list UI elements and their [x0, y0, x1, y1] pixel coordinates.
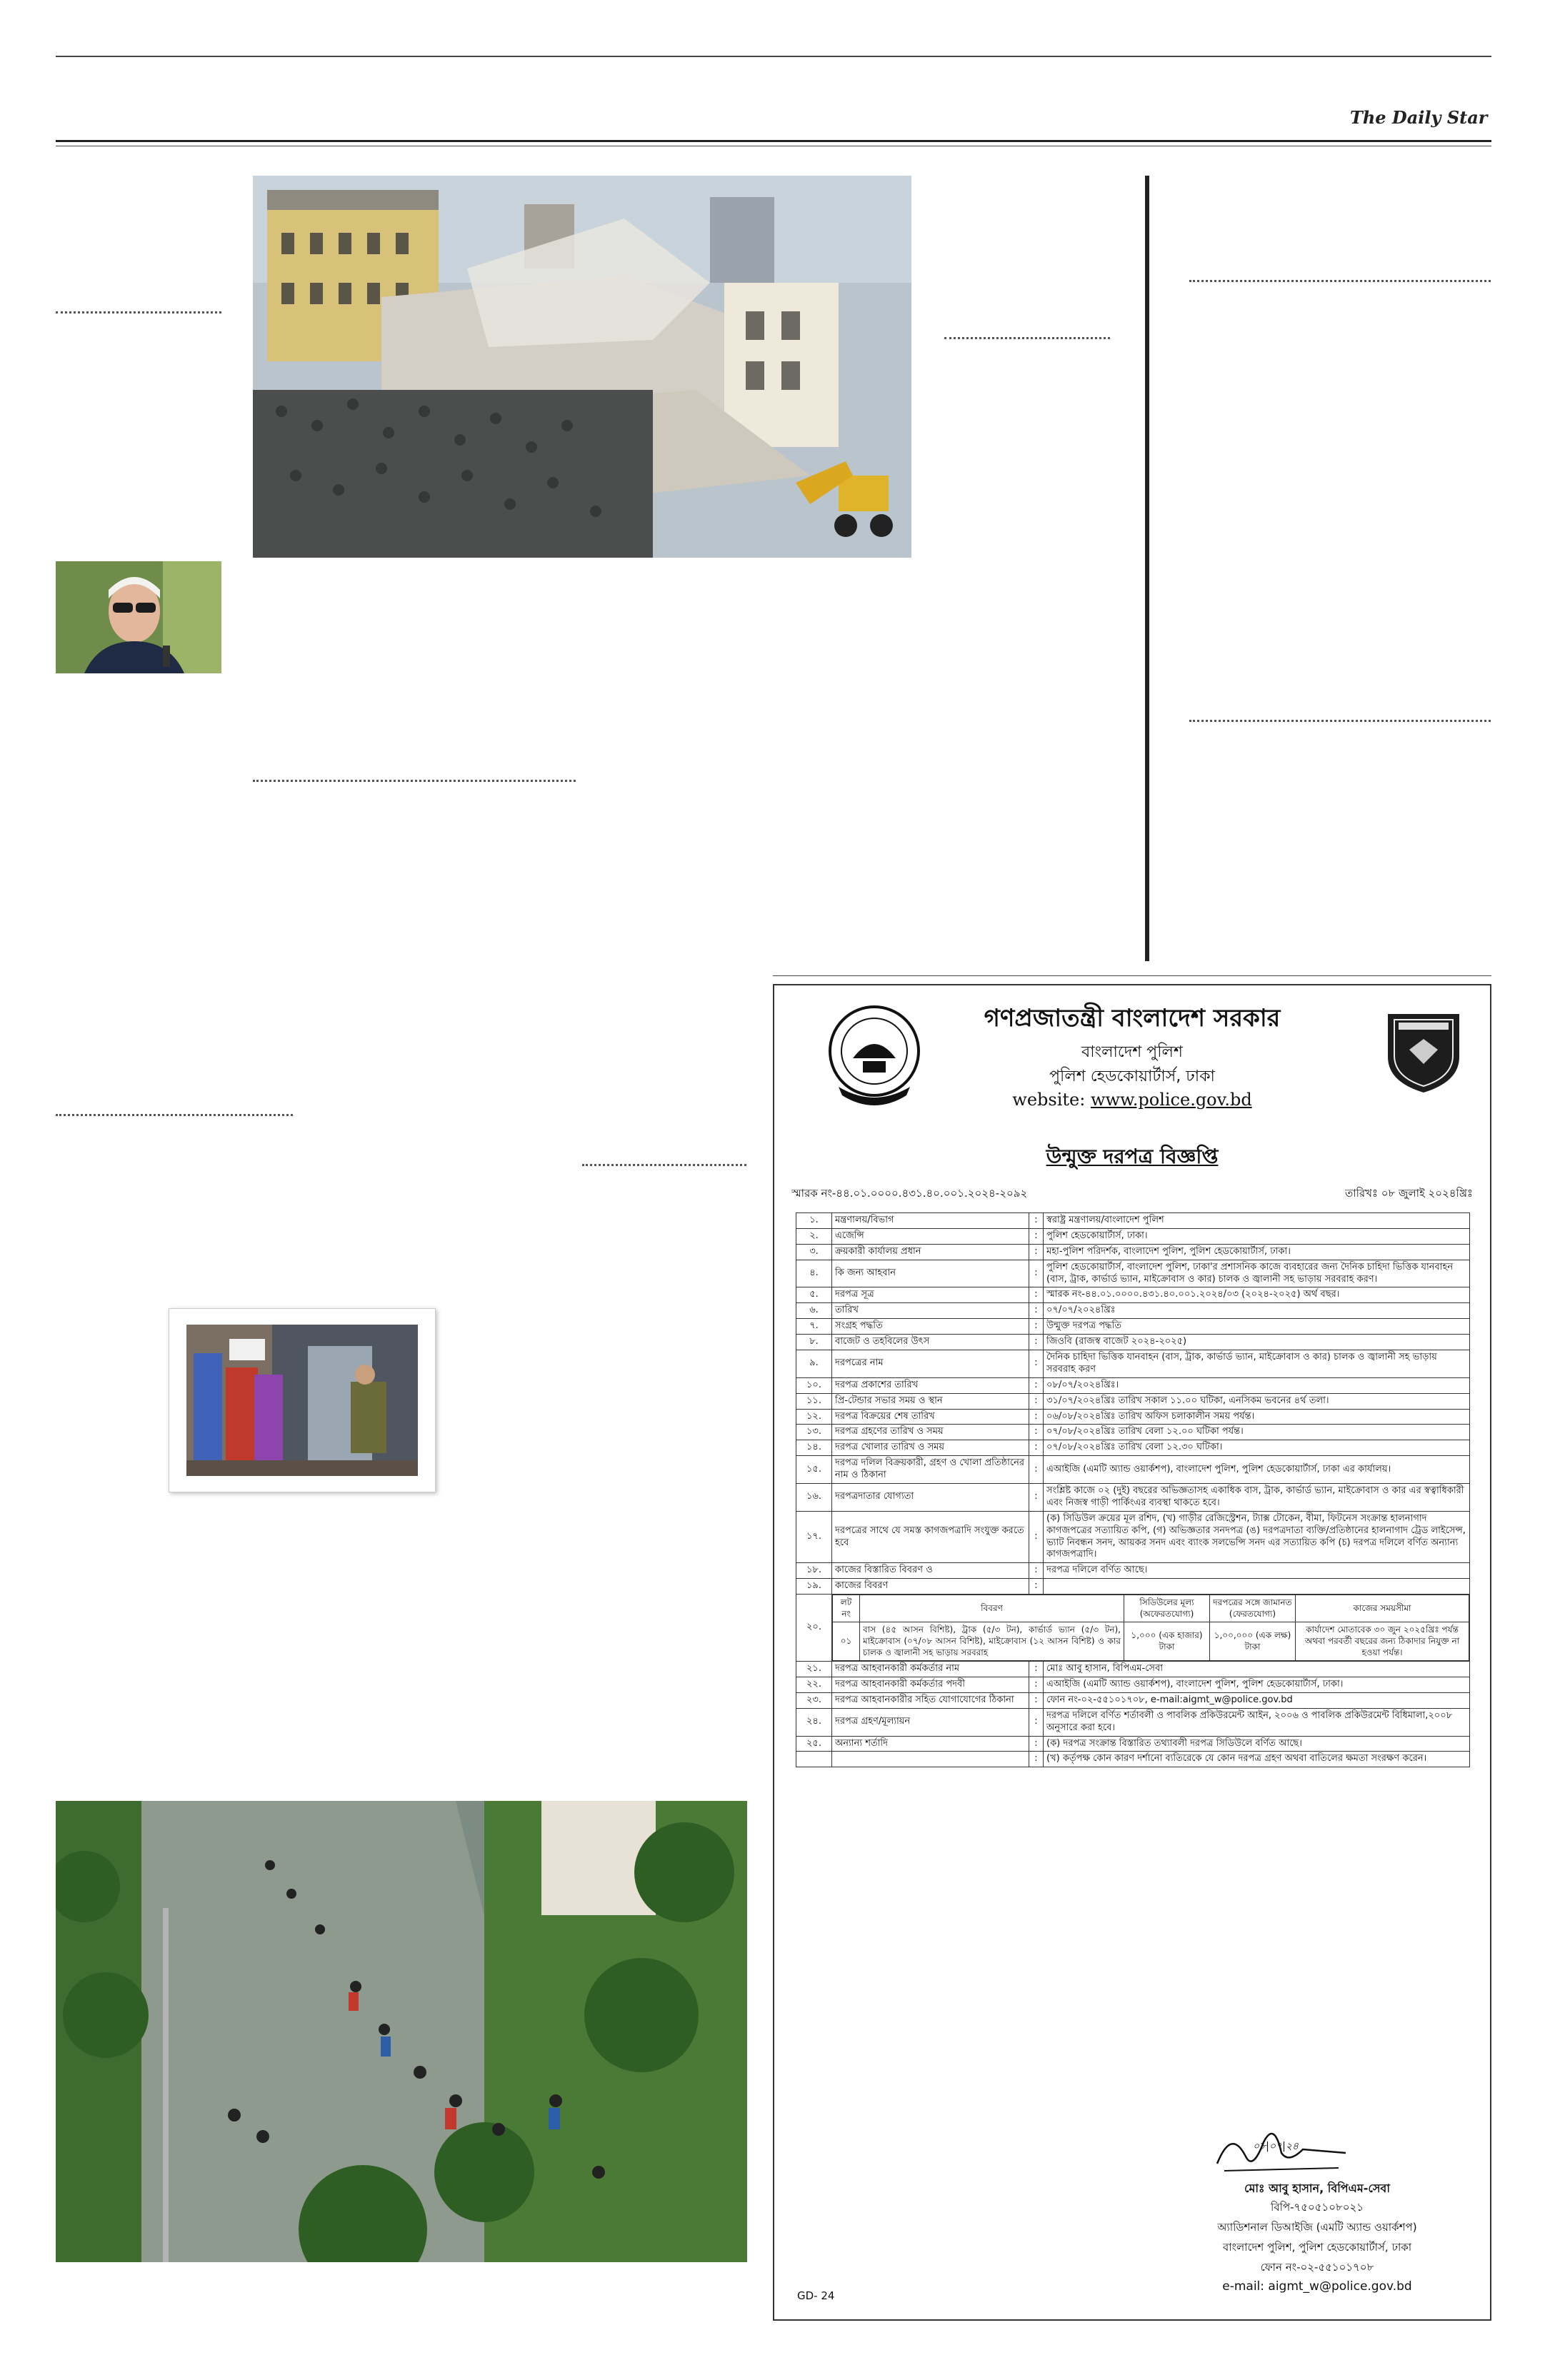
signer-id: বিপি-৭৫০৫১০৮০২১ [1271, 2201, 1364, 2214]
lot-header-row [833, 1595, 1469, 1622]
table-row [796, 1228, 1470, 1244]
row-label: অন্যান্য শর্তাদি [832, 1736, 1029, 1752]
row-number: ১০. [796, 1377, 832, 1393]
row-value: (ক) দরপত্র সংক্রান্ত বিস্তারিত তথ্যাবলী দরপত্র সিডিউলে বর্ণিত আছে। [1044, 1736, 1470, 1752]
row-colon: : [1029, 1350, 1044, 1378]
notice-date: তারিখঃ ০৮ জুলাই ২০২৪খ্রিঃ [1345, 1187, 1473, 1200]
work-timeline: কার্যাদেশ মোতাবেক ৩০ জুন ২০২৫খ্রিঃ পর্যন্ত অথবা পরবর্তী বছরের জন্য ঠিকাদার নিযুক্ত না হওয়া পর্যন্ত। [1296, 1622, 1469, 1661]
row-value: মহা-পুলিশ পরিদর্শক, বাংলাদেশ পুলিশ, পুলিশ হেডকোয়ার্টার্স, ঢাকা। [1044, 1244, 1470, 1260]
dotted-rule [1189, 720, 1491, 722]
row-number: ২২. [796, 1677, 832, 1693]
signer-org: বাংলাদেশ পুলিশ, পুলিশ হেডকোয়ার্টার্স, ঢাকা [1222, 2241, 1412, 2254]
lot-table [832, 1595, 1469, 1661]
header-rule-1 [56, 140, 1491, 142]
row-number: ১৮. [796, 1563, 832, 1579]
row-number: ১৭. [796, 1511, 832, 1563]
row-number: ২০. [796, 1595, 832, 1662]
speaker-portrait-photo [56, 561, 221, 673]
lot-number: ০১ [833, 1622, 860, 1661]
row-value: পুলিশ হেডকোয়ার্টার্স, ঢাকা। [1044, 1228, 1470, 1244]
table-row [796, 1736, 1470, 1752]
row-number: ২৩. [796, 1692, 832, 1708]
lot-description: বাস (৪৫ আসন বিশিষ্ট), ট্রাক (৫/৩ টন), কার্ভার্ড ভ্যান (৫/৩ টন), মাইক্রোবাস (০৭/০৮ আসন বিশিষ্ট), মাইক্রোবাস (১২ আসন বিশিষ্ট) ও কার চালক ও জ্বালানী সহ ভাড়ায় সরবরাহ [860, 1622, 1124, 1661]
table-row [796, 1377, 1470, 1393]
table-row [796, 1425, 1470, 1440]
table-row [796, 1662, 1470, 1677]
row-value: স্বরাষ্ট্র মন্ত্রণালয়/বাংলাদেশ পুলিশ [1044, 1213, 1470, 1229]
row-number: ৫. [796, 1287, 832, 1303]
row-value: স্মারক নং-৪৪.০১.০০০০.৪৩১.৪০.০০১.২০২৪/০৩ (২০২৪-২০২৫) অর্থ বছর। [1044, 1287, 1470, 1303]
section-rule [773, 975, 1491, 976]
row-colon: : [1029, 1393, 1044, 1409]
table-row [796, 1595, 1470, 1662]
schedule-price-header: সিডিউলের মূল্য (অফেরতযোগ্য) [1124, 1595, 1210, 1622]
row-colon: : [1029, 1287, 1044, 1303]
row-number: ২. [796, 1228, 832, 1244]
org-name: বাংলাদেশ পুলিশ [1081, 1043, 1183, 1061]
table-row [796, 1579, 1470, 1595]
office-name: পুলিশ হেডকোয়ার্টার্স, ঢাকা [1049, 1068, 1215, 1085]
row-colon: : [1029, 1511, 1044, 1563]
row-label: কি জন্য আহবান [832, 1260, 1029, 1287]
row-label: দরপত্র বিক্রয়ের শেষ তারিখ [832, 1409, 1029, 1425]
row-label: দরপত্র গ্রহণ/মূল্যায়ন [832, 1708, 1029, 1736]
row-colon: : [1029, 1228, 1044, 1244]
row-colon: : [1029, 1579, 1044, 1595]
row-label: দরপত্র আহবানকারীর সহিত যোগাযোগের ঠিকানা [832, 1692, 1029, 1708]
row-number: ১৪. [796, 1440, 832, 1456]
row-number: ২৪. [796, 1708, 832, 1736]
security-amount: ১,০০,০০০ (এক লক্ষ) টাকা [1210, 1622, 1296, 1661]
tender-notice [773, 984, 1491, 2321]
table-row [796, 1692, 1470, 1708]
row-label: দরপত্রদাতার যোগ্যতা [832, 1484, 1029, 1512]
row-label: বাজেট ও তহবিলের উৎস [832, 1335, 1029, 1350]
row-value: ০৮/০৭/২০২৪খ্রিঃ। [1044, 1377, 1470, 1393]
masthead-logo: The Daily Star [1350, 107, 1488, 128]
desc-header: বিবরণ [860, 1595, 1124, 1622]
gov-title: গণপ্রজাতন্ত্রী বাংলাদেশ সরকার [984, 1004, 1281, 1033]
row-number: ৬. [796, 1303, 832, 1319]
website-link[interactable]: www.police.gov.bd [1090, 1090, 1252, 1110]
row-colon: : [1029, 1319, 1044, 1335]
dotted-rule [1189, 280, 1491, 282]
row-label: দরপত্র সূত্র [832, 1287, 1029, 1303]
signature-date: ০৮|০৭|২৪ [1253, 2141, 1299, 2152]
top-rule [56, 56, 1491, 57]
row-label: মন্ত্রণালয়/বিভাগ [832, 1213, 1029, 1229]
dotted-rule [944, 337, 1110, 339]
row-value: এআইজি (এমটি অ্যান্ড ওয়ার্কশপ), বাংলাদেশ পুলিশ, পুলিশ হেডকোয়ার্টার্স, ঢাকা। [1044, 1677, 1470, 1693]
row-label: তারিখ [832, 1303, 1029, 1319]
row-label: দরপত্রের নাম [832, 1350, 1029, 1378]
row-colon: : [1029, 1244, 1044, 1260]
row-number: ৭. [796, 1319, 832, 1335]
row-colon: : [1029, 1677, 1044, 1693]
row-label: ক্রয়কারী কার্যালয় প্রধান [832, 1244, 1029, 1260]
row-value: দরপত্র দলিলে বর্ণিত আছে। [1044, 1563, 1470, 1579]
row-number: ৩. [796, 1244, 832, 1260]
row-number: ১৫. [796, 1456, 832, 1484]
row-value: ০৬/০৮/২০২৪খ্রিঃ তারিখ অফিস চলাকালীন সময় পর্যন্ত। [1044, 1409, 1470, 1425]
row-colon: : [1029, 1213, 1044, 1229]
row-value: ০৭/০৭/২০২৪খ্রিঃ [1044, 1303, 1470, 1319]
table-row [796, 1677, 1470, 1693]
row-value: ৩১/০৭/২০২৪খ্রিঃ তারিখ সকাল ১১.০০ ঘটিকা, এনসিকম ভবনের ৪র্থ তলা। [1044, 1393, 1470, 1409]
gd-code: GD- 24 [797, 2289, 835, 2302]
row-value: ০৭/০৮/২০২৪খ্রিঃ তারিখ বেলা ১২.০০ ঘটিকা পর্যন্ত। [1044, 1425, 1470, 1440]
dotted-rule [582, 1164, 746, 1166]
table-row: : (খ) কর্তৃপক্ষ কোন কারণ দর্শানো ব্যতিরেকে যে কোন দরপত্র গ্রহণ অথবা বাতিলের ক্ষমতা সংরক্ষণ করেন। [796, 1752, 1470, 1767]
row-label: দরপত্র আহবানকারী কর্মকর্তার পদবী [832, 1677, 1029, 1693]
table-row [796, 1319, 1470, 1335]
row-colon: : [1029, 1563, 1044, 1579]
signer-email: e-mail: aigmt_w@police.gov.bd [1222, 2279, 1412, 2294]
row-number: ১৩. [796, 1425, 832, 1440]
signer-phone: ফোন নং-০২-৫৫১০১৭০৮ [1260, 2261, 1374, 2274]
website-line [774, 1090, 1490, 1110]
row-colon: : [1029, 1456, 1044, 1484]
column-divider [1145, 176, 1149, 961]
row-colon: : [1029, 1692, 1044, 1708]
protest-photo [186, 1325, 418, 1476]
table-row [796, 1335, 1470, 1350]
row-value: সংশ্লিষ্ট কাজে ০২ (দুই) বছরের অভিজ্ঞতাসহ একাধিক বাস, ট্রাক, কার্ভার্ড ভ্যান, মাইক্রোবাস ও কার এর স্বত্বাধিকারী এবং নিজস্ব গাড়ী পার্কিংএর ব্যবস্থা থাকতে হবে। [1044, 1484, 1470, 1512]
row-label: কাজের বিবরণ [832, 1579, 1029, 1595]
row-number: ১২. [796, 1409, 832, 1425]
row-label: প্রি-টেন্ডার সভার সময় ও স্থান [832, 1393, 1029, 1409]
row-value: উন্মুক্ত দরপত্র পদ্ধতি [1044, 1319, 1470, 1335]
row-number: ২১. [796, 1662, 832, 1677]
row-label: দরপত্র দলিল বিক্রয়কারী, গ্রহণ ও খোলা প্রতিষ্ঠানের নাম ও ঠিকানা [832, 1456, 1029, 1484]
row-value [1044, 1579, 1470, 1595]
memo-number: স্মারক নং-৪৪.০১.০০০০.৪৩১.৪০.০০১.২০২৪-২০৯২ [791, 1187, 1028, 1200]
row-label: দরপত্র খোলার তারিখ ও সময় [832, 1440, 1029, 1456]
row-number: ১৯. [796, 1579, 832, 1595]
dotted-rule [56, 311, 221, 313]
timeline-header: কাজের সময়সীমা [1296, 1595, 1469, 1622]
row-label: দরপত্র প্রকাশের তারিখ [832, 1377, 1029, 1393]
row-number: ৪. [796, 1260, 832, 1287]
row-label: দরপত্র গ্রহণের তারিখ ও সময় [832, 1425, 1029, 1440]
table-row [796, 1563, 1470, 1579]
table-row [796, 1484, 1470, 1512]
schedule-price: ১,০০০ (এক হাজার) টাকা [1124, 1622, 1210, 1661]
table-row [796, 1350, 1470, 1378]
table-row [796, 1409, 1470, 1425]
row-colon: : [1029, 1708, 1044, 1736]
table-row [796, 1440, 1470, 1456]
row-number: ৯. [796, 1350, 832, 1378]
row-colon: : [1029, 1303, 1044, 1319]
dotted-rule [253, 780, 576, 782]
table-row [796, 1303, 1470, 1319]
dotted-rule [56, 1114, 293, 1116]
table-row [796, 1393, 1470, 1409]
row-colon: : [1029, 1260, 1044, 1287]
row-colon: : [1029, 1425, 1044, 1440]
row-number: ১১. [796, 1393, 832, 1409]
website-label: website: [1012, 1090, 1086, 1110]
row-number: ৮. [796, 1335, 832, 1350]
row-colon: : [1029, 1440, 1044, 1456]
signer-name: মোঃ আবু হাসান, বিপিএম-সেবা [1244, 2181, 1390, 2195]
row-value: ০৭/০৮/২০২৪খ্রিঃ তারিখ বেলা ১২.৩০ ঘটিকা। [1044, 1440, 1470, 1456]
row-colon: : [1029, 1335, 1044, 1350]
table-row [796, 1511, 1470, 1563]
table-row [796, 1456, 1470, 1484]
lot-row [833, 1622, 1469, 1661]
row-label: কাজের বিস্তারিত বিবরণ ও [832, 1563, 1029, 1579]
table-row [796, 1708, 1470, 1736]
row-number: ১৬. [796, 1484, 832, 1512]
row-value: ফোন নং-০২-৫৫১০১৭০৮, e-mail:aigmt_w@police.gov.bd [1044, 1692, 1470, 1708]
row-value: জিওবি (রাজস্ব বাজেট ২০২৪-২০২৫) [1044, 1335, 1470, 1350]
tender-table [796, 1212, 1470, 1767]
row-colon: : [1029, 1377, 1044, 1393]
row-value: (ক) সিডিউল ক্রয়ের মূল রশিদ, (খ) গাড়ীর রেজিস্ট্রেশন, ট্যাক্স টোকেন, বীমা, ফিটনেস সংক্রান্ত হালনাগাদ কাগজপত্রের সত্যায়িত কপি, (গ) অভিজ্ঞতার সনদপত্র (ঙ) দরপত্রদাতা ব্যক্তি/প্রতিষ্ঠানের হালনাগাদ ট্রেড লাইসেন্স, ভ্যাট নিবন্ধন সনদ, আয়কর সনদ এবং ব্যাংক সলভেন্সি সনদ এর সত্যায়িত কপি (চ) দরপত্র দলিলে বর্ণিত অন্যান্য কাগজপত্রাদি। [1044, 1511, 1470, 1563]
row-colon: : [1029, 1736, 1044, 1752]
row-number: ১. [796, 1213, 832, 1229]
security-header: দরপত্রের সঙ্গে জামানত (ফেরতযোগ্য) [1210, 1595, 1296, 1622]
row-value: (খ) কর্তৃপক্ষ কোন কারণ দর্শানো ব্যতিরেকে যে কোন দরপত্র গ্রহণ অথবা বাতিলের ক্ষমতা সংরক্ষণ করেন। [1044, 1752, 1470, 1767]
row-value: এআইজি (এমটি অ্যান্ড ওয়ার্কশপ), বাংলাদেশ পুলিশ, পুলিশ হেডকোয়ার্টার্স, ঢাকা এর কার্যালয়। [1044, 1456, 1470, 1484]
table-row [796, 1260, 1470, 1287]
row-value: পুলিশ হেডকোয়ার্টার্স, বাংলাদেশ পুলিশ, ঢাকা'র প্রশাসনিক কাজে ব্যবহারের জন্য দৈনিক চাহিদা ভিত্তিক যানবাহন (বাস, ট্রাক, কার্ভার্ড ভ্যান, মাইক্রোবাস ও কার) চালক ও জ্বালানী সহ ভাড়ায় সরবরাহ করণ। [1044, 1260, 1470, 1287]
flooded-street-photo [56, 1801, 747, 2262]
row-number: ২৫. [796, 1736, 832, 1752]
row-label: সংগ্রহ পদ্ধতি [832, 1319, 1029, 1335]
row-label: দরপত্রের সাথে যে সমস্ত কাগজপত্রাদি সংযুক্ত করতে হবে [832, 1511, 1029, 1563]
row-colon: : [1029, 1484, 1044, 1512]
row-value: দৈনিক চাহিদা ভিত্তিক যানবাহন (বাস, ট্রাক, কার্ভার্ড ভ্যান, মাইক্রোবাস ও কার) চালক ও জ্বালানী সহ ভাড়ায় সরবরাহ করণ [1044, 1350, 1470, 1378]
row-value: দরপত্র দলিলে বর্ণিত শর্তাবলী ও পাবলিক প্রকিউরমেন্ট আইন, ২০০৬ ও পাবলিক প্রকিউরমেন্ট বিধিমালা,২০০৮ অনুসারে করা হবে। [1044, 1708, 1470, 1736]
row-label: দরপত্র আহবানকারী কর্মকর্তার নাম [832, 1662, 1029, 1677]
lot-header: লট নং [833, 1595, 860, 1622]
row-label: এজেন্সি [832, 1228, 1029, 1244]
row-colon: : [1029, 1662, 1044, 1677]
building-collapse-photo [253, 176, 911, 558]
table-row [796, 1287, 1470, 1303]
signer-title: অ্যাডিশনাল ডিআইজি (এমটি অ্যান্ড ওয়ার্কশপ) [1217, 2221, 1417, 2234]
signature [1210, 2121, 1353, 2178]
row-colon: : [1029, 1409, 1044, 1425]
row-value: মোঃ আবু হাসান, বিপিএম-সেবা [1044, 1662, 1470, 1677]
notice-heading: উন্মুক্ত দরপত্র বিজ্ঞপ্তি [1046, 1145, 1219, 1168]
table-row [796, 1213, 1470, 1229]
protest-photo-frame [169, 1308, 436, 1492]
table-row [796, 1244, 1470, 1260]
